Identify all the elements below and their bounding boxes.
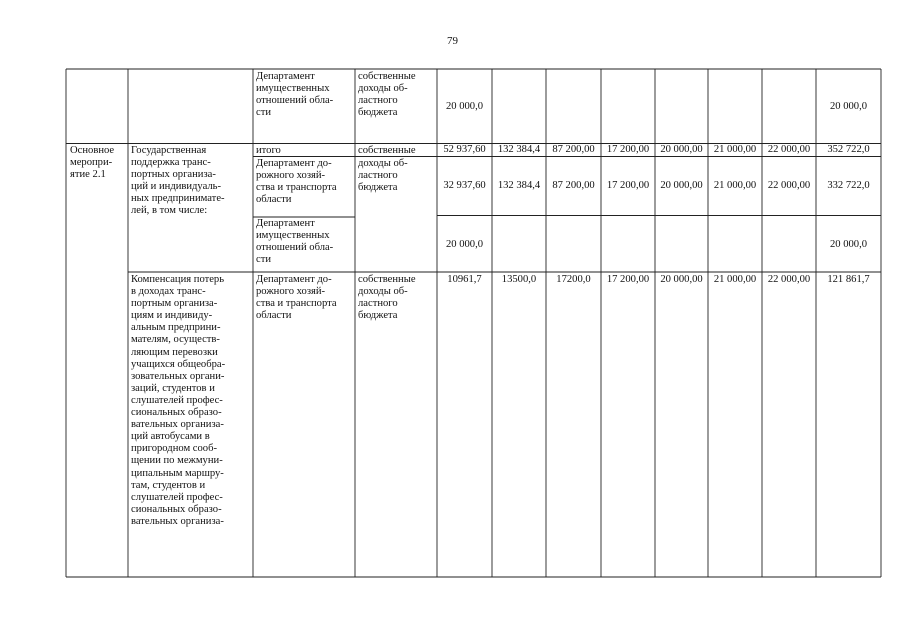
funding-source-cell-line: ластного (358, 298, 398, 310)
year-value-cell: 21 000,00 (713, 144, 757, 155)
year-value-cell: 20 000,00 (660, 144, 703, 155)
year-value-cell: 20 000,0 (445, 101, 484, 112)
year-value-cell: 52 937,60 (443, 144, 486, 155)
task-cell (131, 274, 225, 528)
executor-cell-line: имущественных (256, 230, 330, 242)
year-value-cell: 32 937,60 (443, 180, 486, 191)
funding-source-cell-line: доходы об- (358, 83, 408, 95)
funding-source-cell-line: собственные (358, 274, 416, 285)
year-value-cell: 22 000,00 (767, 180, 811, 191)
executor-cell-line: Департамент до- (256, 158, 332, 169)
year-value-cell: 132 384,4 (497, 180, 541, 191)
year-value-cell: 22 000,00 (767, 144, 811, 155)
task-cell-line: ляющим перевозки (131, 346, 218, 358)
funding-source-cell-line: собственные (358, 71, 416, 82)
year-value-cell: 10961,7 (447, 274, 482, 285)
task-cell-line: мателям, осуществ- (131, 334, 220, 346)
page-number: 79 (447, 35, 458, 47)
task-cell (131, 145, 225, 218)
year-value-cell: 21 000,00 (713, 180, 757, 191)
task-cell-line: вательных организа- (131, 419, 224, 431)
executor-cell-line: ства и транспорта (256, 182, 337, 194)
funding-source-cell-line: бюджета (358, 310, 398, 322)
year-value-cell: 17 200,00 (606, 144, 650, 155)
task-cell-line: вательных организа- (131, 515, 224, 527)
executor-cell (256, 71, 333, 119)
task-cell-line: сиональных образо- (131, 503, 222, 515)
executor-cell-line: Департамент (256, 218, 315, 229)
task-cell-line: зовательных органи- (131, 370, 225, 382)
task-cell-line: ных предпринимате- (131, 193, 225, 205)
task-cell-line: слушателей профес- (131, 394, 223, 406)
task-cell-line: пригородном сооб- (131, 443, 218, 455)
task-cell-line: слушателей профес- (131, 491, 223, 503)
year-value-cell: 22 000,00 (767, 274, 811, 285)
task-cell-line: учащихся общеобра- (131, 358, 226, 370)
executor-cell-line: области (256, 310, 292, 322)
executor-cell-line: Департамент до- (256, 274, 332, 285)
total-value-cell: 20 000,0 (829, 101, 868, 112)
executor-cell (256, 218, 333, 266)
funding-source-cell (358, 145, 416, 157)
executor-cell (256, 274, 337, 322)
executor-cell-line: итого (256, 145, 281, 156)
task-cell-line: лей, в том числе: (131, 205, 208, 217)
executor-cell-line: области (256, 194, 292, 206)
year-value-cell: 17 200,00 (606, 274, 650, 285)
task-cell-line: сиональных образо- (131, 407, 222, 419)
year-value-cell: 20 000,00 (660, 274, 703, 285)
task-cell-line: циям и индивиду- (131, 310, 213, 322)
funding-source-cell-line: бюджета (358, 182, 398, 194)
executor-cell (256, 145, 281, 157)
executor-cell (256, 158, 337, 206)
task-cell-line: там, студентов и (131, 479, 206, 491)
executor-cell-line: ства и транспорта (256, 298, 337, 310)
task-cell-line: щении по межмуни- (131, 455, 223, 467)
executor-cell-line: имущественных (256, 83, 330, 95)
year-value-cell: 13500,0 (501, 274, 537, 285)
funding-source-cell-line: ластного (358, 170, 398, 182)
task-cell-line: портным организа- (131, 298, 218, 310)
task-cell-line: альным предприни- (131, 322, 221, 334)
year-value-cell: 87 200,00 (552, 180, 595, 191)
year-value-cell: 20 000,00 (660, 180, 703, 191)
program-cell-line: Основное (70, 145, 115, 156)
task-cell-line: Компенсация потерь (131, 274, 225, 285)
funding-source-cell-line: собственные (358, 145, 416, 156)
funding-source-cell (358, 71, 416, 119)
task-cell-line: ципальным маршру- (131, 467, 224, 479)
total-value-cell: 121 861,7 (827, 274, 870, 285)
program-cell-line: ятие 2.1 (70, 169, 106, 181)
executor-cell-line: отношений обла- (256, 242, 334, 254)
total-value-cell: 20 000,0 (829, 239, 868, 250)
total-value-cell: 332 722,0 (827, 180, 870, 191)
funding-source-cell-line: ластного (358, 95, 398, 107)
executor-cell-line: сти (256, 107, 272, 119)
total-value-cell: 352 722,0 (827, 144, 870, 155)
task-cell-line: поддержка транс- (131, 157, 211, 169)
executor-cell-line: отношений обла- (256, 95, 334, 107)
year-value-cell: 87 200,00 (552, 144, 595, 155)
funding-source-cell (358, 274, 416, 322)
executor-cell-line: Департамент (256, 71, 315, 82)
funding-source-cell (358, 158, 408, 194)
executor-cell-line: рожного хозяй- (256, 170, 326, 182)
task-cell-line: Государственная (131, 145, 207, 156)
task-cell-line: ций автобусами в (131, 431, 210, 443)
program-cell-line: меропри- (70, 157, 113, 169)
year-value-cell: 17200,0 (556, 274, 591, 285)
year-value-cell: 132 384,4 (497, 144, 541, 155)
year-value-cell: 20 000,0 (445, 239, 484, 250)
funding-source-cell-line: доходы об- (358, 286, 408, 298)
executor-cell-line: рожного хозяй- (256, 286, 326, 298)
task-cell-line: заций, студентов и (131, 382, 215, 394)
funding-source-cell-line: бюджета (358, 107, 398, 119)
task-cell-line: в доходах транс- (131, 286, 206, 298)
task-cell-line: портных организа- (131, 169, 216, 181)
year-value-cell: 21 000,00 (713, 274, 757, 285)
executor-cell-line: сти (256, 254, 272, 266)
year-value-cell: 17 200,00 (606, 180, 650, 191)
program-cell (70, 145, 114, 181)
task-cell-line: ций и индивидуаль- (131, 181, 222, 193)
funding-source-cell-line: доходы об- (358, 158, 408, 169)
